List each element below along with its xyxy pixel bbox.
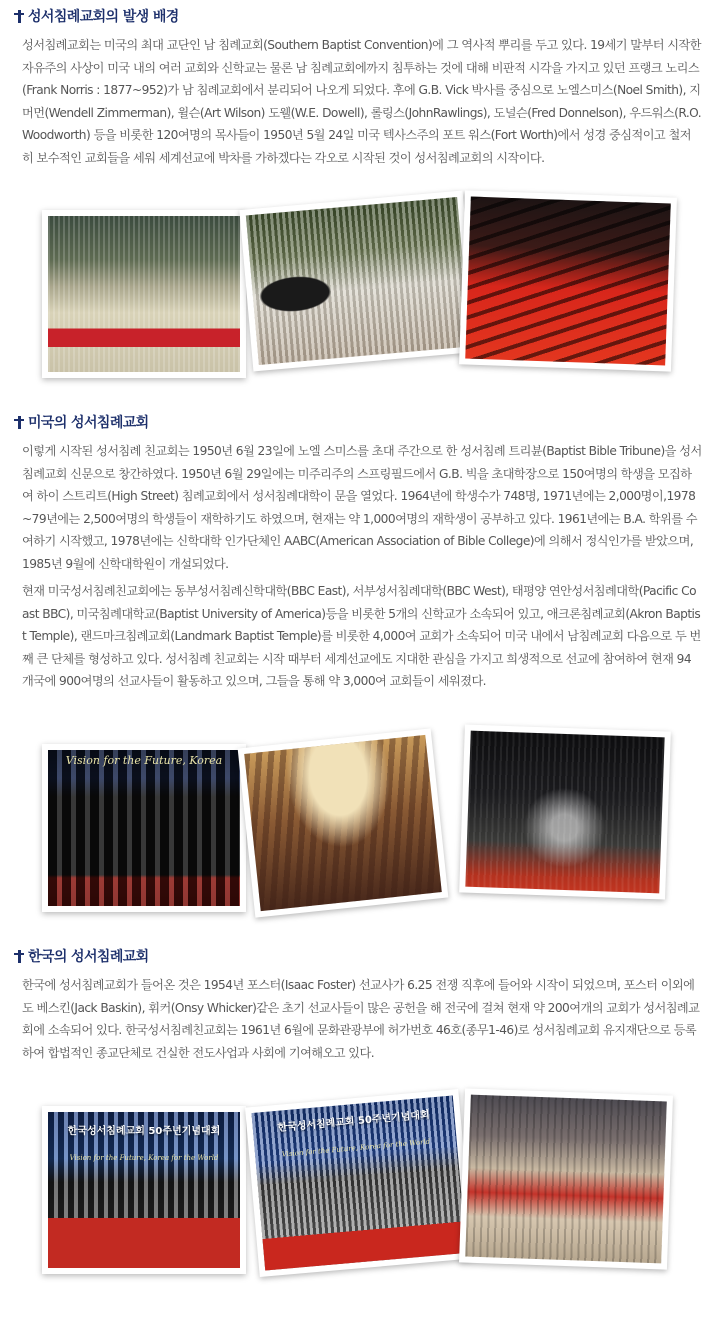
section-heading-korea <box>14 946 149 966</box>
cross-icon <box>14 10 24 23</box>
photo-dark-auditorium <box>459 724 671 899</box>
photo-50th-anniversary-group <box>42 1106 246 1274</box>
section-paragraph: 한국에 성서침례교회가 들어온 것은 1954년 포스터(Isaac Foster) 선교사가 6.25 전쟁 직후에 들어와 시작이 되었으며, 포스터 이외에도 베스킨(Jack Baskin), 휘커(Onsy Whicker)같은 초기 선교사들이 많은 공헌을 해 전국에 걸쳐 현재 약 200여개의 교회가 성서침례교회에 소속되어 있다. 한국성서침례친교회는 1961년 6월에 문화관광부에 허가번호 46호(종무1-46)로 성서침례교회 유지재단으로 등록하여 합법적인 종교단체로 건실한 전도사업과 사회에 기여해오고 있다. <box>22 978 700 1060</box>
section-paragraph: 이렇게 시작된 성서침례 친교회는 1950년 6월 23일에 노엘 스미스를 초대 주간으로 한 성서침례 트리뷴(Baptist Bible Tribune)을 성서침례교회 신문으로 창간하였다. 1950년 6월 29일에는 미주리주의 스프링필드에서 G.B. 빅을 초대학장으로 150여명의 학생을 모집하여 하이 스트리트(High Street) 침례교회에서 성서침례대학이 문을 열었다. 1964년에 학생수가 748명, 1971년에는 2,000명이,1978~79년에는 2,500여명의 학생들이 재학하기도 하였으며, 현재는 약 1,000여명의 재학생이 공부하고 있다. 1961년에는 B.A. 학위를 수여하기 시작했고, 1978년에는 신학대학 인가단체인 AABC(American Association of Bible College)에 의해서 정식인가를 받았으며, 1985년 9월에 신학대학원이 개설되었다. <box>22 444 702 571</box>
cross-icon <box>14 950 24 963</box>
banner-caption: Vision for the Future, Korea <box>65 754 223 767</box>
photo-stadium-gathering <box>42 210 246 378</box>
photo-arena-gathering <box>459 1088 673 1269</box>
photo-50th-anniversary-stage <box>245 1089 473 1277</box>
photo-outdoor-preaching <box>239 191 476 372</box>
photo-hall-audience <box>238 728 449 917</box>
section-title: 성서침례교회의 발생 배경 <box>28 9 179 25</box>
section-paragraph: 현재 미국성서침례친교회에는 동부성서침례신학대학(BBC East), 서부성서침례대학(BBC West), 태평양 연안성서침례대학(Pacific Coast BBC), 미국침례대학교(Baptist University of America)등을 비롯한 5개의 신학교가 소속되어 있고, 애크론침례교회(Akron Baptist Temple), 랜드마크침례교회(Landmark Baptist Temple)를 비롯한 4,000여 교회가 소속되어 미국 내에서 남침례교회 다음으로 두 번째 큰 단체를 형성하고 있다. 성서침례 친교회는 시작 때부터 세계선교에도 지대한 관심을 가지고 희생적으로 선교에 참여하여 현재 94개국에 900여명의 선교사들이 활동하고 있으며, 그들을 통해 약 3,000여 교회들이 세워졌다. <box>22 584 701 688</box>
banner-caption: Vision for the Future, Korea for the World <box>281 1137 431 1159</box>
photo-stage-gathering <box>42 744 246 912</box>
section-title: 미국의 성서침례교회 <box>28 415 149 431</box>
photo-stage-ministers <box>459 190 677 371</box>
cross-icon <box>14 416 24 429</box>
section-heading-usa <box>14 412 149 432</box>
banner-title: 한국성서침례교회 50주년기념대회 <box>67 1126 221 1137</box>
banner-title: 한국성서침례교회 50주년기념대회 <box>277 1109 431 1134</box>
section-paragraph: 성서침례교회는 미국의 최대 교단인 남 침례교회(Southern Baptist Convention)에 그 역사적 뿌리를 두고 있다. 19세기 말부터 시작한 자유주의 사상이 미국 내의 여러 교회와 신학교는 물론 남 침례교회에까지 침투하는 것에 대해 비판적 시각을 가지고 있던 프랭크 노리스(Frank Norris : 1877~952)가 남 침례교회에서 분리되어 나오게 되었다. 후에 G.B. Vick 박사를 중심으로 노엘스미스(Noel Smith), 지머먼(Wendell Zimmerman), 윌슨(Art Wilson) 도웰(W.E. Dowell), 롤링스(JohnRawlings), 도널슨(Fred Donnelson), 우드워스(R.O. Woodworth) 등을 비롯한 120여명의 목사들이 1950년 5월 24일 미국 텍사스주의 포트 워스(Fort Worth)에서 성경 중심적이고 철저히 보수적인 교회들을 세워 세계선교에 박차를 가하겠다는 각오로 시작된 것이 성서침례교회의 시작이다. <box>22 38 702 165</box>
section-heading-origin <box>14 6 179 26</box>
banner-caption: Vision for the Future, Korea for the World <box>69 1154 219 1162</box>
section-title: 한국의 성서침례교회 <box>28 949 149 965</box>
